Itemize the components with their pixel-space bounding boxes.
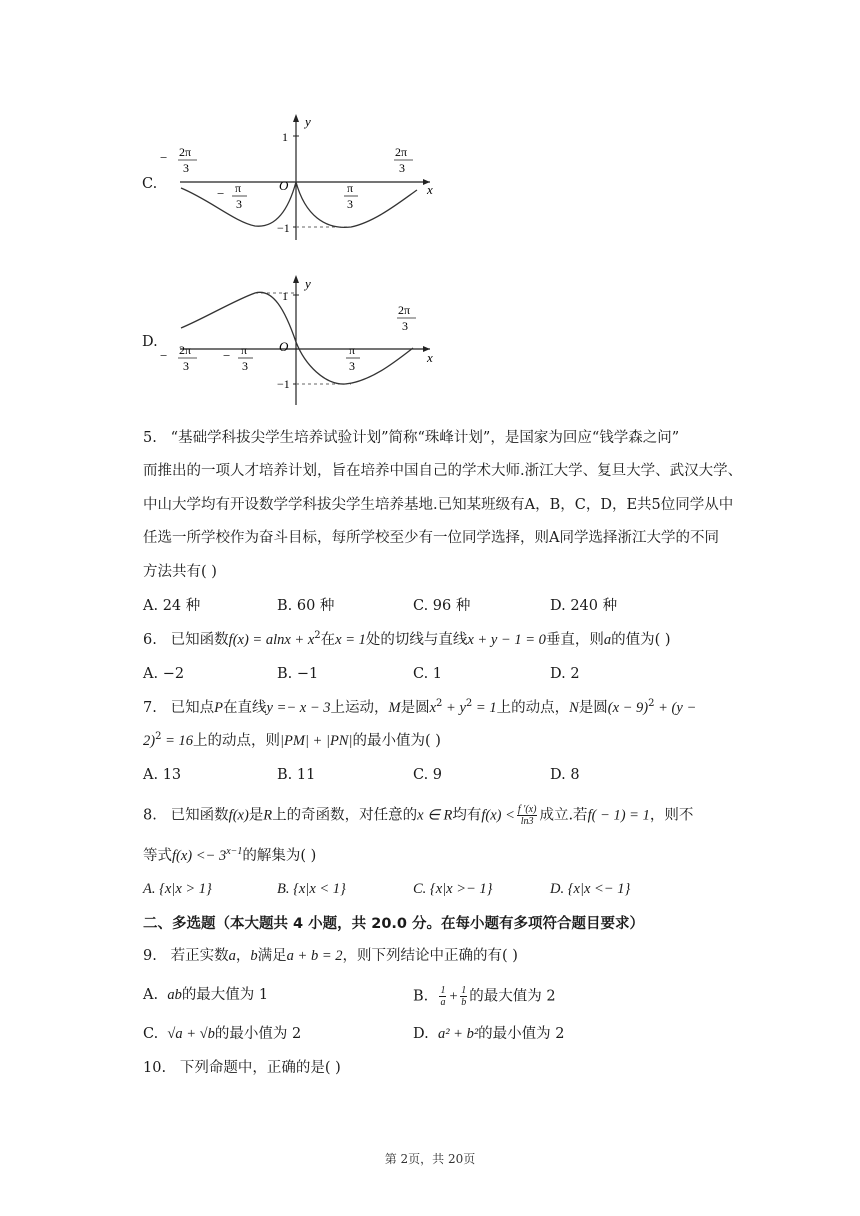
fraction-1-over-b (460, 985, 467, 1008)
q7-text: 的最小值为( ) (352, 733, 441, 749)
q9-option-c[interactable] (143, 1024, 301, 1044)
origin-label: O (279, 178, 289, 193)
q7-sup: 2 (648, 698, 655, 710)
q6-formula: x = 1 (335, 632, 366, 648)
tick-label-neg1: −1 (277, 377, 290, 391)
y-label: y (305, 276, 311, 291)
neg-2pi-num: 2π (179, 145, 192, 159)
q9-text: ， (235, 948, 251, 964)
option-text: 的最大值为 1 (181, 987, 269, 1003)
option-formula: ab (167, 987, 182, 1003)
q6-option-d[interactable]: D. 2 (550, 666, 580, 682)
q9-line1 (143, 946, 518, 966)
origin-label: O (279, 339, 289, 354)
pi-num: π (347, 181, 354, 195)
frac-den: b (461, 997, 467, 1008)
q7-text: 上的动点， (496, 700, 570, 716)
q7-sup: 2 (465, 698, 473, 710)
q7-formula: (x − 9) (607, 700, 649, 716)
graph-c (155, 110, 445, 245)
q8-formula: f(x) < (481, 807, 515, 824)
minus-sign: − (160, 150, 168, 165)
q8-option-d[interactable]: D. {x|x <− 1} (550, 881, 631, 897)
q7-formula: 2) (143, 733, 156, 749)
pi-num: π (349, 343, 356, 357)
curve-d (181, 292, 413, 384)
frac-num: 1 (461, 985, 467, 996)
q5-option-c[interactable]: C. 96 种 (413, 598, 471, 614)
frac-den: a (440, 997, 446, 1008)
q7-formula: = 1 (472, 700, 497, 716)
two-pi-den: 3 (402, 319, 408, 333)
q8-formula: f(x) (228, 807, 249, 824)
tick-label-1: 1 (282, 289, 288, 303)
q7-sup: 2 (155, 731, 162, 743)
q7-number: 7. (143, 700, 157, 716)
q7-formula: = 16 (161, 733, 194, 749)
pi-den: 3 (349, 359, 355, 373)
q7-formula: + (y − (654, 700, 697, 716)
q7-formula: P (214, 700, 224, 716)
neg-2pi-den: 3 (183, 359, 189, 373)
q7-formula: x (429, 700, 437, 716)
option-text: 的最小值为 2 (478, 1026, 565, 1042)
neg-pi-den: 3 (242, 359, 248, 373)
q7-formula: |PM| + |PN| (280, 733, 353, 749)
tick-label-neg1: −1 (277, 221, 290, 235)
option-d-label: D. (142, 334, 158, 350)
q8-text: 等式 (143, 848, 172, 864)
q7-formula: y =− x − 3 (266, 700, 331, 716)
q5-line2: 而推出的一项人才培养计划，旨在培养中国自己的学术大师.浙江大学、复旦大学、武汉大学、 (143, 463, 743, 479)
q6-text: 垂直，则 (545, 632, 604, 648)
q8-text: 的解集为( ) (242, 848, 317, 864)
q7-text: 在直线 (223, 700, 267, 716)
q8-sup: x−1 (226, 846, 243, 858)
y-axis-arrow (293, 275, 299, 283)
minus-sign: − (223, 348, 231, 363)
two-pi-num: 2π (395, 145, 408, 159)
q9-option-d[interactable] (413, 1024, 565, 1044)
q9-formula: b (250, 948, 258, 964)
graph-d (155, 270, 445, 410)
q8-text: 成立.若 (539, 807, 588, 824)
q6-text: 已知函数 (170, 632, 229, 648)
q7-line1 (143, 698, 696, 718)
q7-text: 上运动， (330, 700, 389, 716)
q6-formula: x + y − 1 = 0 (467, 632, 546, 648)
q7-formula: N (569, 700, 579, 716)
q8-formula: f( − 1) = 1 (587, 807, 650, 824)
x-label: x (427, 350, 433, 365)
q7-text: 已知点 (170, 700, 215, 716)
section-heading: 二、多选题（本大题共 4 小题，共 20.0 分。在每小题有多项符合题目要求） (143, 916, 645, 932)
option-formula: √a + √b (167, 1026, 215, 1042)
frac-num: 1 (440, 985, 446, 996)
q9-option-a[interactable] (143, 985, 268, 1005)
option-text: 的最大值为 2 (469, 988, 556, 1005)
q10-line1 (143, 1058, 341, 1078)
q6-option-c[interactable]: C. 1 (413, 666, 443, 682)
q8-text: 上的奇函数，对任意的 (272, 807, 418, 824)
q8-text: 是 (248, 807, 264, 824)
q8-frac-num: f ′(x) (517, 804, 537, 815)
q8-option-a[interactable]: A. {x|x > 1} (143, 881, 212, 897)
y-axis-arrow (293, 114, 299, 122)
q8-text: 已知函数 (170, 807, 229, 824)
q7-option-a[interactable]: A. 13 (143, 767, 182, 783)
q9-number: 9. (143, 948, 157, 964)
q8-text: ，则不 (649, 807, 694, 824)
q5-option-d[interactable]: D. 240 种 (550, 598, 618, 614)
q8-option-c[interactable]: C. {x|x >− 1} (413, 881, 493, 897)
q7-text: 是圆 (578, 700, 608, 716)
q8-formula: f(x) <− 3 (172, 848, 227, 864)
q8-text: 均有 (452, 807, 482, 824)
q10-number: 10. (143, 1060, 167, 1076)
q6-sup: 2 (314, 630, 321, 642)
q6-formula: f(x) = alnx + x (228, 632, 315, 648)
pi-den: 3 (347, 197, 353, 211)
q9-text: ，则下列结论中正确的有( ) (342, 948, 518, 964)
q5-option-a[interactable]: A. 24 种 (143, 598, 201, 614)
two-pi-den: 3 (399, 161, 405, 175)
option-letter: C. (143, 1026, 159, 1042)
q7-option-c[interactable]: C. 9 (413, 767, 443, 783)
q7-sup: 2 (436, 698, 443, 710)
neg-2pi-num: 2π (179, 343, 192, 357)
q8-line1 (143, 804, 693, 827)
q8-formula: x ∈ R (417, 807, 453, 824)
neg-2pi-den: 3 (183, 161, 189, 175)
two-pi-num: 2π (398, 303, 411, 317)
q7-text: 上的动点，则 (193, 733, 281, 749)
page-footer: 第 2页，共 20页 (384, 1152, 476, 1166)
q5-option-b[interactable]: B. 60 种 (277, 598, 335, 614)
q6-option-a[interactable]: A. −2 (143, 666, 185, 682)
q7-formula: + y (442, 700, 466, 716)
q6-number: 6. (143, 632, 157, 648)
y-label: y (305, 114, 311, 129)
q5-number: 5. (143, 430, 157, 446)
q8-frac-den: ln3 (520, 816, 534, 827)
option-letter: B. (413, 988, 429, 1005)
q7-line2 (143, 731, 441, 751)
minus-sign: − (160, 348, 168, 363)
option-letter: D. (413, 1026, 429, 1042)
q8-fraction (517, 804, 538, 827)
minus-sign: − (217, 186, 225, 201)
q7-text: 是圆 (400, 700, 430, 716)
q9-text: 满足 (257, 948, 287, 964)
plus-sign: + (448, 988, 459, 1005)
q8-line2 (143, 846, 316, 866)
fraction-1-over-a (439, 985, 446, 1008)
option-c-label: C. (142, 176, 158, 192)
x-label: x (427, 182, 433, 197)
q9-formula: a + b = 2 (286, 948, 343, 964)
q8-formula: R (263, 807, 273, 824)
q5-line1 (143, 428, 679, 448)
option-formula: a² + b² (437, 1026, 479, 1042)
q7-option-b[interactable]: B. 11 (277, 767, 316, 783)
q9-text: 若正实数 (170, 948, 229, 964)
q6-text: 在 (320, 632, 336, 648)
q6-line1 (143, 630, 671, 650)
option-text: 的最小值为 2 (214, 1026, 302, 1042)
q9-formula: a (228, 948, 236, 964)
q8-number: 8. (143, 807, 157, 824)
option-letter: A. (143, 987, 159, 1003)
q5-line3: 中山大学均有开设数学学科拔尖学生培养基地.已知某班级有A，B，C，D，E共5位同学从中 (143, 497, 734, 513)
q8-option-b[interactable]: B. {x|x < 1} (277, 881, 346, 897)
q10-text: 下列命题中，正确的是( ) (179, 1060, 341, 1076)
neg-pi-den: 3 (236, 197, 242, 211)
q7-formula: M (388, 700, 401, 716)
q5-line4: 任选一所学校作为奋斗目标，每所学校至少有一位同学选择，则A同学选择浙江大学的不同 (143, 530, 719, 546)
neg-pi-num: π (235, 181, 242, 195)
q7-option-d[interactable]: D. 8 (550, 767, 580, 783)
q5-text-1: “基础学科拔尖学生培养试验计划”简称“珠峰计划”，是国家为回应“钱学森之问” (170, 430, 680, 446)
q6-text: 处的切线与直线 (365, 632, 468, 648)
neg-pi-num: π (241, 343, 248, 357)
q6-option-b[interactable]: B. −1 (277, 666, 319, 682)
q6-text: 的值为( ) (611, 632, 671, 648)
tick-label-1: 1 (282, 130, 288, 144)
q9-option-b[interactable] (413, 985, 556, 1008)
q6-formula: a (603, 632, 612, 648)
q5-line5: 方法共有( ) (143, 564, 217, 580)
